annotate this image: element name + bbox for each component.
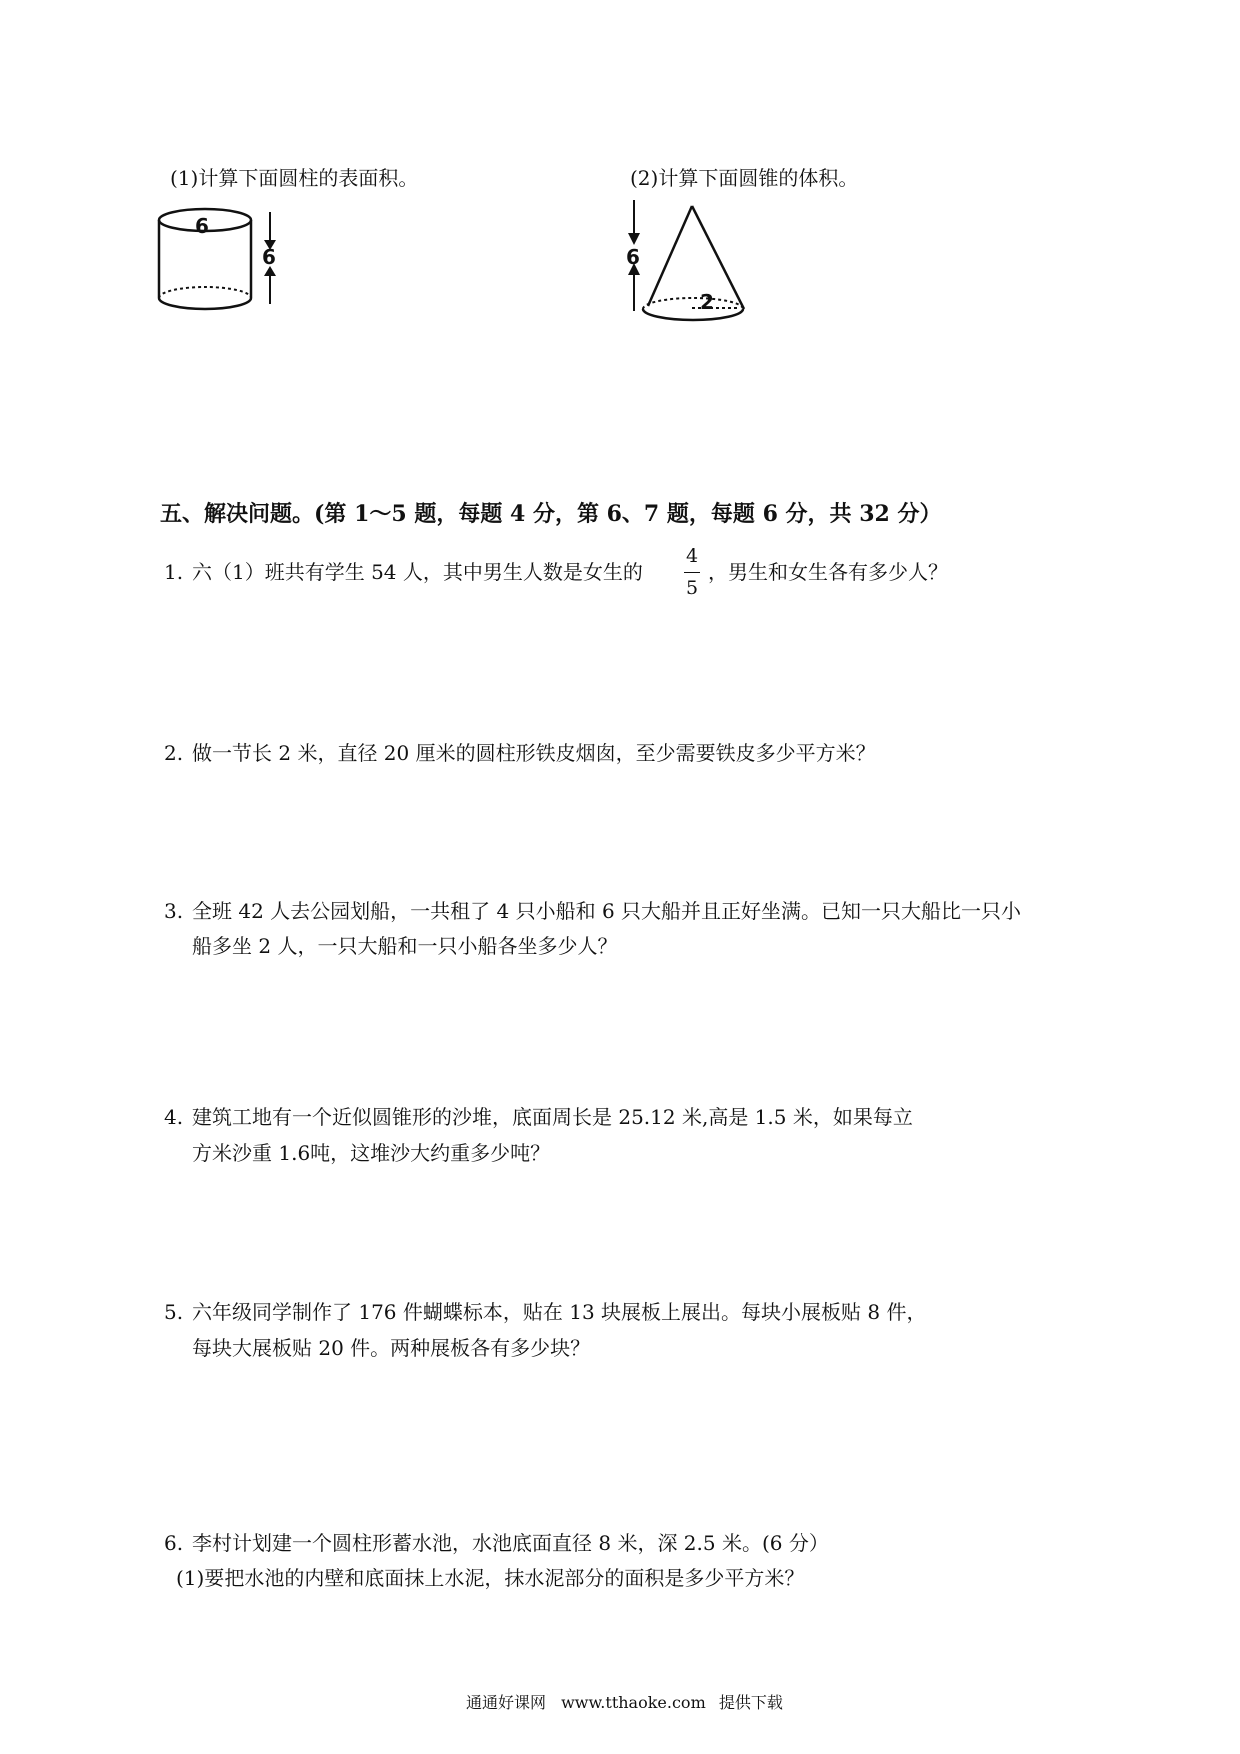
problem-5-number: 5. xyxy=(164,1300,184,1324)
footer-suffix: 提供下载 xyxy=(718,1693,783,1712)
footer-site: 通通好课网 xyxy=(466,1693,547,1712)
problem-3-line-1: 全班 42 人去公园划船，一共租了 4 只小船和 6 只大船并且正好坐满。已知一只大船比一只小 xyxy=(192,899,1022,923)
problem-4-line-1: 建筑工地有一个近似圆锥形的沙堆，底面周长是 25.12 米,高是 1.5 米，如果每立 xyxy=(192,1105,913,1129)
problem-6-line-1: 李村计划建一个圆柱形蓄水池，水池底面直径 8 米，深 2.5 米。(6 分） xyxy=(192,1531,829,1555)
cylinder-prompt: (1)计算下面圆柱的表面积。 xyxy=(170,166,419,190)
cone-height-label: 6 xyxy=(626,245,640,269)
problem-3-line-2: 船多坐 2 人，一只大船和一只小船各坐多少人？ xyxy=(192,934,618,958)
footer xyxy=(466,1694,783,1712)
footer-url[interactable]: www.tthaoke.com xyxy=(561,1693,706,1712)
problem-1-fraction-bar xyxy=(684,572,700,573)
cone-figure xyxy=(620,195,760,335)
cylinder-diameter-label: 6 xyxy=(195,214,209,238)
problem-1-fraction-numerator: 4 xyxy=(685,545,699,567)
cone-radius-label: 2 xyxy=(700,290,714,314)
problem-5-line-2: 每块大展板贴 20 件。两种展板各有多少块？ xyxy=(192,1336,591,1360)
problem-6-sub-question: (1)要把水池的内壁和底面抹上水泥，抹水泥部分的面积是多少平方米？ xyxy=(176,1566,805,1590)
problem-4-line-2: 方米沙重 1.6吨，这堆沙大约重多少吨？ xyxy=(192,1141,551,1165)
cylinder-height-label: 6 xyxy=(262,245,276,269)
problem-5-line-1: 六年级同学制作了 176 件蝴蝶标本，贴在 13 块展板上展出。每块小展板贴 8 件， xyxy=(192,1300,927,1324)
cylinder-figure xyxy=(150,200,290,320)
problem-1-number: 1. xyxy=(164,560,184,584)
problem-1-text-before: 六（1）班共有学生 54 人，其中男生人数是女生的 xyxy=(192,560,643,584)
problem-1-text-after: ，男生和女生各有多少人？ xyxy=(708,560,948,584)
problem-4-number: 4. xyxy=(164,1105,184,1129)
cone-prompt: (2)计算下面圆锥的体积。 xyxy=(630,166,859,190)
problem-1-fraction-denominator: 5 xyxy=(685,577,699,599)
problem-2-text: 做一节长 2 米，直径 20 厘米的圆柱形铁皮烟囱，至少需要铁皮多少平方米？ xyxy=(192,741,876,765)
problem-6-number: 6. xyxy=(164,1531,184,1555)
section-five-title: 五、解决问题。(第 1～5 题，每题 4 分，第 6、7 题，每题 6 分，共 32 分） xyxy=(160,501,942,527)
problem-3-number: 3. xyxy=(164,899,184,923)
problem-2-number: 2. xyxy=(164,741,184,765)
